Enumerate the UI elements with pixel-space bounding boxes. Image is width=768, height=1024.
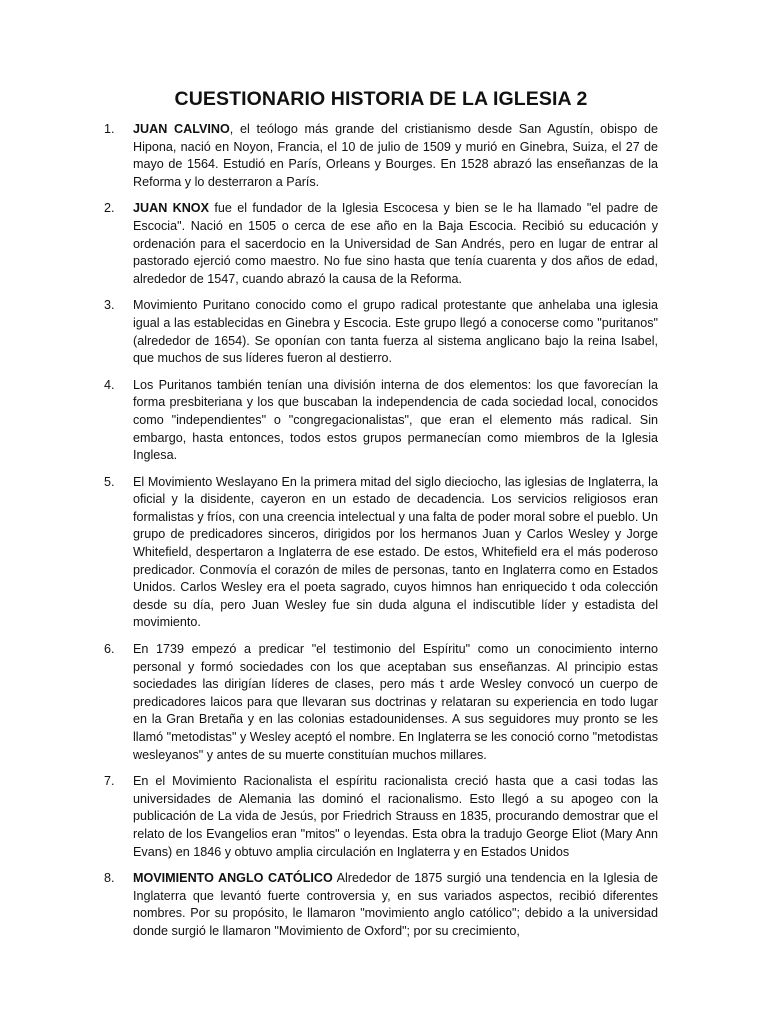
list-item (104, 641, 658, 764)
list-item (104, 121, 658, 191)
item-paragraph (133, 200, 658, 288)
list-item (104, 377, 658, 465)
item-text: Movimiento Puritano conocido como el grupo radical protestante que anhelaba una iglesia igual a las establecidas en Ginebra y Escocia. Este grupo llegó a conocerse como "puritanos" (alrededor de 1654). Se oponían con tanta fuerza al sistema anglicano bajo la reina Isabel, que muchos de sus líderes fueron al destierro. (133, 298, 658, 366)
item-text: En el Movimiento Racionalista el espíritu racionalista creció hasta que a casi todas las universidades de Alemania las dominó el racionalismo. Esto llegó a su apogeo con la publicación de La vida de Jesús, por Friedrich Strauss en 1835, procurando demostrar que el relato de los Evangelios eran "mitos" o leyendas. Esta obra la tradujo George Eliot (Mary Ann Evans) en 1846 y obtuvo amplia circulación en Inglaterra y en Estados Unidos (133, 774, 658, 859)
item-paragraph (133, 121, 658, 191)
item-text: fue el fundador de la Iglesia Escocesa y bien se le ha llamado "el padre de Escocia". Nació en 1505 o cerca de ese año en la Baja Escocia. Recibió su educación y ordenación para el sacerdocio en la Universidad de San Andrés, pero en lugar de entrar al pastorado ejerció como maestro. No fue sino hasta que tenía cuarenta y dos años de edad, alrededor de 1547, cuando abrazó la causa de la Reforma. (133, 201, 658, 286)
item-number: 8. (104, 871, 115, 886)
list-item (104, 870, 658, 940)
item-paragraph (133, 641, 658, 764)
item-paragraph (133, 297, 658, 367)
list-item (104, 200, 658, 288)
item-text: , el teólogo más grande del cristianismo desde San Agustín, obispo de Hipona, nació en Noyon, Francia, el 10 de julio de 1509 y murió en Ginebra, Suiza, el 27 de mayo de 1564. Estudió en París, Orleans y Bourges. En 1528 abrazó las enseñanzas de la Reforma y lo desterraron a París. (133, 122, 659, 189)
item-number: 7. (104, 774, 115, 789)
document-title: CUESTIONARIO HISTORIA DE LA IGLESIA 2 (174, 88, 588, 110)
item-text: Los Puritanos también tenían una división interna de dos elementos: los que favorecían la forma presbiteriana y los que buscaban la independencia de cada sociedad local, conocidos como "independientes" o "congregacionalistas", que eran el elemento más radical. Sin embargo, hasta entonces, todos estos grupos permanecían como miembros de la Iglesia Inglesa. (133, 377, 658, 463)
item-number: 1. (104, 122, 115, 136)
item-lead: MOVIMIENTO ANGLO CATÓLICO (133, 871, 333, 886)
item-paragraph (133, 773, 658, 861)
item-text: En 1739 empezó a predicar "el testimonio del Espíritu" como un conocimiento interno personal y formó sociedades con los que aceptaban sus enseñanzas. Al principio estas sociedades las dirigían líderes de clases, pero más t arde Wesley convocó un cuerpo de predicadores laicos para que llevaran sus doctrinas y relataran su experiencia en todo lugar en la Gran Bretaña y en las colonias estadounidenses. A sus seguidores muy pronto se les llamó "metodistas" y Wesley aceptó el nombre. En Inglaterra se les conoció corno "metodistas wesleyanos" y antes de su muerte constituían muchos millares. (133, 642, 658, 762)
list-item (104, 773, 658, 861)
item-number: 4. (104, 377, 115, 392)
item-number: 6. (104, 642, 115, 657)
item-text: Alrededor de 1875 surgió una tendencia en la Iglesia de Inglaterra que levantó fuerte controversia y, en sus variados aspectos, recibió diferentes nombres. Por su propósito, le llamaron "movimiento anglo católico"; debido a la universidad donde surgió le llamaron "Movimiento de Oxford"; por su crecimiento, (133, 871, 659, 938)
item-paragraph (133, 377, 658, 465)
item-paragraph (133, 870, 658, 940)
list-item (104, 474, 658, 632)
item-number: 3. (104, 298, 115, 313)
question-list (104, 121, 658, 941)
item-number: 5. (104, 474, 115, 489)
item-lead: JUAN CALVINO (133, 122, 230, 136)
item-lead: JUAN KNOX (133, 201, 210, 216)
item-number: 2. (104, 201, 115, 216)
item-paragraph (133, 474, 658, 632)
item-text: El Movimiento Weslayano En la primera mitad del siglo dieciocho, las iglesias de Inglaterra, la oficial y la disidente, cayeron en un estado de decadencia. Los servicios religiosos eran formalistas y fríos, con una creencia intelectual y una falta de poder moral sobre el pueblo. Un grupo de predicadores sinceros, dirigidos por los hermanos Juan y Carlos Wesley y Jorge Whitefield, despertaron a Inglaterra de ese estado. De estos, Whitefield era el más poderoso predicador. Conmovía el corazón de miles de personas, tanto en Inglaterra como en Estados Unidos. Carlos Wesley era el poeta sagrado, cuyos himnos han enriquecido t oda colección desde su día, pero Juan Wesley fue sin duda alguna el indiscutible líder y estadista del movimiento. (133, 474, 658, 630)
list-item (104, 297, 658, 367)
